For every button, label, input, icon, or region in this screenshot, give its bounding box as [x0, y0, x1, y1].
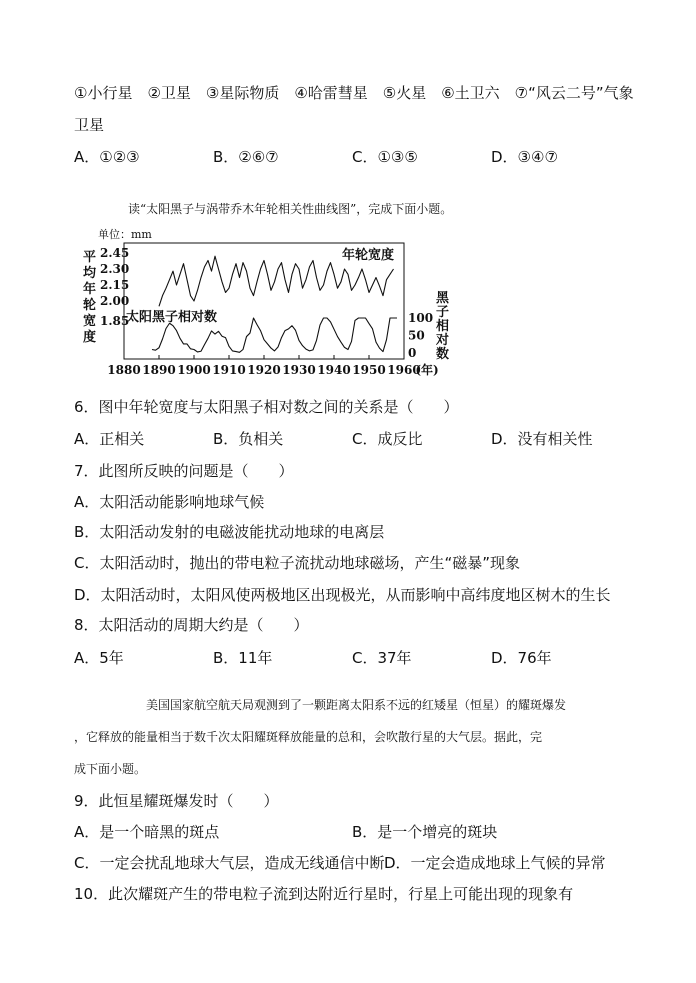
right-axis-label-char: 子 — [436, 305, 450, 320]
right-axis-label-char: 对 — [436, 333, 450, 348]
q9-option-b[interactable]: B．是一个增亮的斑块 — [352, 823, 498, 841]
right-axis-label-char: 数 — [436, 347, 450, 362]
x-tick-label: 1950 — [352, 363, 386, 377]
q7-option-a[interactable]: A．太阳活动能影响地球气候 — [74, 493, 265, 511]
q9-stem: 9．此恒星耀斑爆发时（ ） — [74, 792, 279, 810]
q9-option-d[interactable]: D．一定会造成地球上气候的异常 — [384, 854, 606, 872]
q10-stem: 10．此次耀斑产生的带电粒子流到达附近行星时，行星上可能出现的现象有 — [74, 885, 574, 903]
q8-option-c[interactable]: C．37年 — [352, 649, 412, 667]
intro-flare-line1: 美国国家航空航天局观测到了一颗距离太阳系不远的红矮星（恒星）的耀斑爆发 — [146, 698, 567, 712]
x-tick-label: 1920 — [247, 363, 281, 377]
x-tick-label: 1910 — [212, 363, 246, 377]
q7-stem: 7．此图所反映的问题是（ ） — [74, 462, 294, 480]
x-tick-label: 1960 — [387, 363, 421, 377]
intro-flare-line2: ，它释放的能量相当于数千次太阳耀斑释放能量的总和，会吹散行星的大气层。据此，完 — [74, 730, 543, 744]
left-tick-label: 2.30 — [100, 262, 130, 276]
q7-option-d[interactable]: D．太阳活动时，太阳风使两极地区出现极光，从而影响中高纬度地区树木的生长 — [74, 586, 611, 604]
x-tick-label: 1930 — [282, 363, 316, 377]
series-line-ring-width — [159, 256, 394, 306]
x-unit-label: (年) — [415, 363, 439, 377]
q7-option-c[interactable]: C．太阳活动时，抛出的带电粒子流扰动地球磁场，产生“磁暴”现象 — [74, 554, 521, 572]
right-tick-label: 0 — [408, 346, 417, 360]
q6-stem: 6．图中年轮宽度与太阳黑子相对数之间的关系是（ ） — [74, 398, 459, 416]
q6-option-c[interactable]: C．成反比 — [352, 430, 423, 448]
q9-option-a[interactable]: A．是一个暗黑的斑点 — [74, 823, 220, 841]
x-tick-label: 1900 — [177, 363, 211, 377]
legend-sunspot: 太阳黑子相对数 — [126, 310, 218, 325]
right-axis-label-char: 相 — [436, 319, 450, 334]
q8-option-a[interactable]: A．5年 — [74, 649, 124, 667]
intro-chart: 读“太阳黑子与涡带乔木年轮相关性曲线图”，完成下面小题。 — [128, 202, 453, 216]
right-tick-label: 100 — [408, 311, 434, 325]
left-tick-label: 2.45 — [100, 246, 130, 260]
q6-option-d[interactable]: D．没有相关性 — [491, 430, 593, 448]
left-axis-label-char: 宽 — [83, 314, 97, 329]
q5-option-a[interactable]: A．①②③ — [74, 148, 140, 166]
left-tick-label: 2.15 — [100, 278, 130, 292]
q9-option-c[interactable]: C．一定会扰乱地球大气层，造成无线通信中断 — [74, 854, 385, 872]
x-tick-label: 1880 — [107, 363, 141, 377]
q8-stem: 8．太阳活动的周期大约是（ ） — [74, 616, 309, 634]
q5-stem: ①小行星 ②卫星 ③星际物质 ④哈雷彗星 ⑤火星 ⑥土卫六 ⑦“风云二号”气象 — [74, 84, 634, 102]
left-tick-label: 2.00 — [100, 294, 130, 308]
q8-option-d[interactable]: D．76年 — [491, 649, 552, 667]
x-tick-label: 1890 — [142, 363, 176, 377]
left-axis-label-char: 轮 — [83, 298, 97, 313]
x-tick-label: 1940 — [317, 363, 351, 377]
legend-ring-width: 年轮宽度 — [342, 248, 395, 263]
q7-option-b[interactable]: B．太阳活动发射的电磁波能扰动地球的电离层 — [74, 523, 385, 541]
left-axis-label-char: 平 — [83, 250, 97, 265]
sunspot-tree-ring-chart — [80, 225, 460, 385]
right-tick-label: 50 — [408, 328, 425, 343]
left-axis-label-char: 年 — [83, 282, 97, 297]
right-axis-label-char: 黑 — [436, 291, 450, 306]
left-axis-label-char: 度 — [83, 330, 97, 345]
q6-option-a[interactable]: A．正相关 — [74, 430, 145, 448]
q5-option-b[interactable]: B．②⑥⑦ — [213, 148, 279, 166]
q5-option-d[interactable]: D．③④⑦ — [491, 148, 558, 166]
q5-option-c[interactable]: C．①③⑤ — [352, 148, 418, 166]
q6-option-b[interactable]: B．负相关 — [213, 430, 284, 448]
intro-flare-line3: 成下面小题。 — [74, 762, 147, 776]
left-tick-label: 1.85 — [100, 314, 130, 328]
left-axis-label-char: 均 — [83, 266, 97, 281]
q5-stem-cont: 卫星 — [74, 116, 105, 134]
unit-label: 单位：mm — [98, 228, 152, 241]
q8-option-b[interactable]: B．11年 — [213, 649, 273, 667]
